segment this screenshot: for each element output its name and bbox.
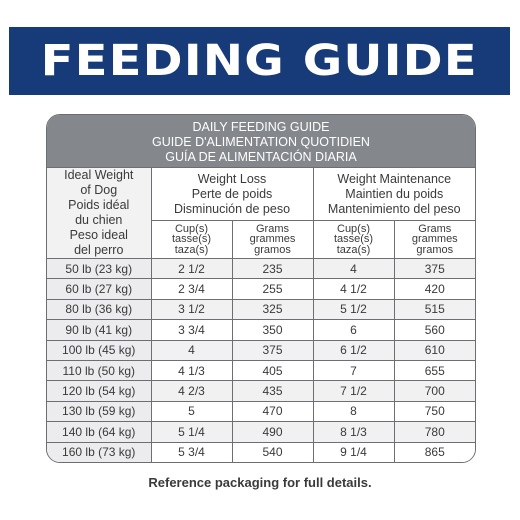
maintenance-grams-cell: 865 [394,442,475,462]
maintenance-grams-cell: 610 [394,340,475,360]
maintenance-cups-cell: 6 [313,320,394,340]
grams-header-line: Grams [418,222,452,235]
loss-grams-cell: 435 [232,381,313,401]
maintenance-grams-cell: 375 [394,259,475,279]
maintenance-cups-header [313,221,394,259]
table-row [47,259,475,279]
maintenance-cups-cell: 4 1/2 [313,279,394,299]
loss-cups-cell: 5 [151,401,232,421]
table-row [47,279,475,299]
maintenance-grams-cell: 700 [394,381,475,401]
ideal-weight-cell: 160 lb (73 kg) [47,442,151,462]
loss-cups-cell: 3 1/2 [151,299,232,319]
maintenance-cups-cell: 7 [313,360,394,380]
maintenance-cups-cell: 4 [313,259,394,279]
ideal-weight-cell: 110 lb (50 kg) [47,360,151,380]
table-row [47,299,475,319]
feeding-guide-table-card [46,114,476,463]
table-row [47,442,475,462]
loss-cups-cell: 5 1/4 [151,422,232,442]
table-row [47,360,475,380]
maintenance-grams-cell: 750 [394,401,475,421]
weight-header-line: Peso ideal [69,228,128,242]
ideal-weight-cell: 90 lb (41 kg) [47,320,151,340]
ideal-weight-cell: 100 lb (45 kg) [47,340,151,360]
cups-header-line: Cup(s) [337,222,371,235]
maintenance-grams-cell: 780 [394,422,475,442]
table-row [47,401,475,421]
grams-header-line: grammes [249,233,296,246]
ideal-weight-cell: 130 lb (59 kg) [47,401,151,421]
cups-header-line: taza(s) [336,243,371,256]
weight-header-line: Ideal Weight [64,168,134,182]
loss-cups-cell: 2 1/2 [151,259,232,279]
feeding-table [47,167,475,463]
loss-grams-cell: 540 [232,442,313,462]
loss-cups-cell: 4 1/3 [151,360,232,380]
reference-footnote: Reference packaging for full details. [148,475,372,490]
loss-cups-cell: 4 2/3 [151,381,232,401]
loss-grams-cell: 405 [232,360,313,380]
maintenance-grams-header [394,221,475,259]
loss-grams-cell: 490 [232,422,313,442]
table-row [47,340,475,360]
maintenance-cups-cell: 5 1/2 [313,299,394,319]
weight-header-line: Poids idéal [68,198,130,212]
guide-title-en: DAILY FEEDING GUIDE [192,119,330,134]
grams-header-line: gramos [416,243,454,256]
loss-grams-cell: 350 [232,320,313,340]
loss-cups-header [151,221,232,259]
loss-grams-cell: 325 [232,299,313,319]
ideal-weight-cell: 140 lb (64 kg) [47,422,151,442]
loss-cups-cell: 2 3/4 [151,279,232,299]
loss-cups-cell: 5 3/4 [151,442,232,462]
loss-grams-cell: 255 [232,279,313,299]
weight-loss-header [151,168,313,221]
table-row [47,381,475,401]
maintenance-grams-cell: 515 [394,299,475,319]
cups-header-line: tasse(s) [171,233,212,246]
table-row [47,422,475,442]
maintenance-cups-cell: 9 1/4 [313,442,394,462]
banner-title: FEEDING GUIDE [40,35,479,86]
maintenance-cups-cell: 7 1/2 [313,381,394,401]
weight-maintenance-header [313,168,475,221]
maintenance-header-line: Maintien du poids [345,186,444,201]
loss-cups-cell: 3 3/4 [151,320,232,340]
loss-grams-cell: 235 [232,259,313,279]
weight-header-line: del perro [74,243,124,257]
maintenance-grams-cell: 655 [394,360,475,380]
cups-header-line: Cup(s) [174,222,208,235]
guide-title-fr: GUIDE D'ALIMENTATION QUOTIDIEN [152,134,370,149]
loss-grams-cell: 470 [232,401,313,421]
cups-header-line: taza(s) [174,243,209,256]
feeding-guide-banner [9,27,510,95]
ideal-weight-cell: 120 lb (54 kg) [47,381,151,401]
grams-header-line: gramos [254,243,291,256]
weight-column-header [47,168,151,259]
maintenance-cups-cell: 8 [313,401,394,421]
loss-cups-cell: 4 [151,340,232,360]
ideal-weight-cell: 60 lb (27 kg) [47,279,151,299]
ideal-weight-cell: 80 lb (36 kg) [47,299,151,319]
grams-header-line: grammes [411,233,458,246]
loss-header-line: Disminución de peso [173,201,291,216]
grams-header-line: Grams [256,222,289,235]
maintenance-cups-cell: 6 1/2 [313,340,394,360]
daily-feeding-guide-header [47,115,475,167]
maintenance-grams-cell: 560 [394,320,475,340]
ideal-weight-cell: 50 lb (23 kg) [47,259,151,279]
table-row [47,320,475,340]
maintenance-header-line: Mantenimiento del peso [327,201,461,216]
weight-header-line: of Dog [80,183,118,197]
loss-header-line: Perte de poids [191,186,273,201]
weight-header-line: du chien [75,213,123,227]
guide-title-es: GUÍA DE ALIMENTACIÓN DIARIA [165,149,357,164]
loss-header-line: Weight Loss [197,171,267,186]
maintenance-header-line: Weight Maintenance [337,171,452,186]
maintenance-cups-cell: 8 1/3 [313,422,394,442]
loss-grams-cell: 375 [232,340,313,360]
maintenance-grams-cell: 420 [394,279,475,299]
cups-header-line: tasse(s) [333,233,374,246]
loss-grams-header [232,221,313,259]
